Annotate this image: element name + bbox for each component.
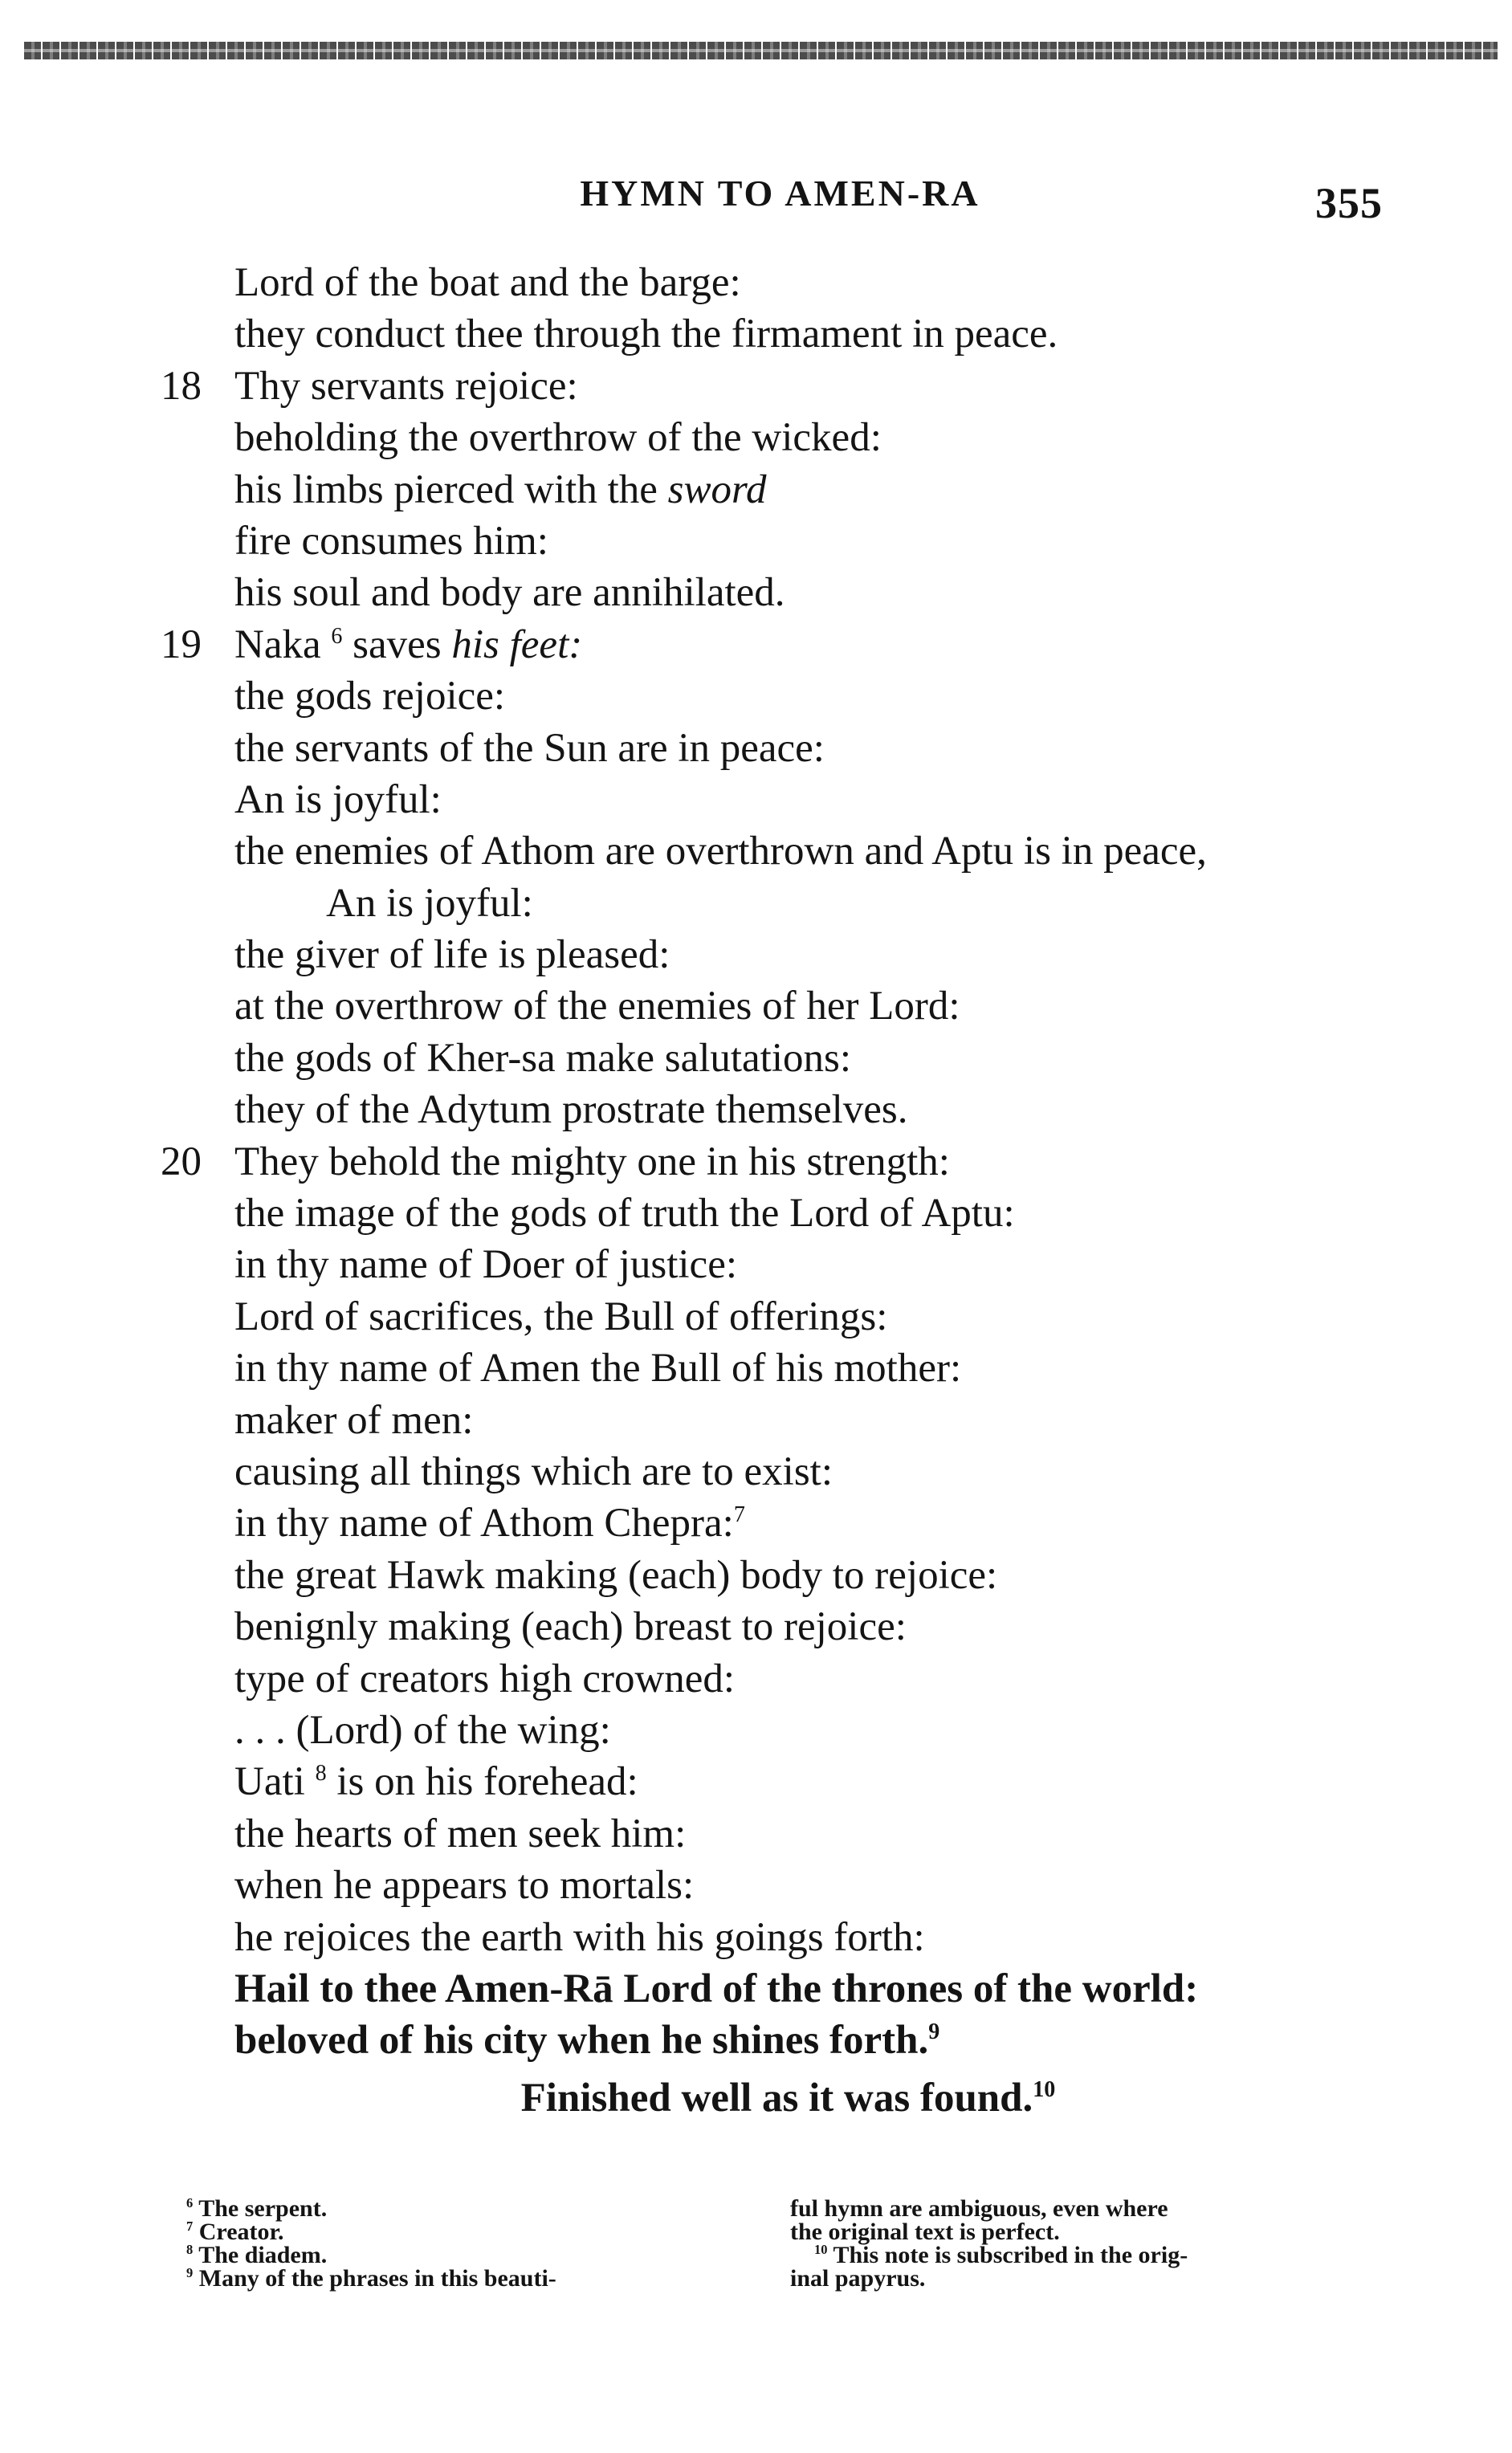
footnote-number: 9 xyxy=(186,2265,194,2280)
verse-line xyxy=(234,723,1487,774)
verse-text: saves xyxy=(342,621,452,667)
hymn-text xyxy=(161,257,1487,2067)
verse-text: Lord of sacrifices, the Bull of offerings: xyxy=(234,1294,888,1339)
finis-text: Finished well as it was found. xyxy=(520,2076,1033,2121)
verse-text: benignly making (each) breast to rejoice: xyxy=(234,1604,907,1650)
verse-text: beloved of his city when he shines forth. xyxy=(234,2018,929,2064)
verse-text: They behold the mighty one in his strength: xyxy=(234,1139,950,1184)
verse-text: the great Hawk making (each) body to rejoice: xyxy=(234,1552,998,1598)
verse-text: . . . (Lord) of the wing: xyxy=(234,1707,611,1753)
verse-line xyxy=(234,515,1487,567)
verse-text: Thy servants rejoice: xyxy=(234,363,578,409)
verse-text: when he appears to mortals: xyxy=(234,1863,695,1909)
verse-line xyxy=(234,412,1487,463)
verse-number: 20 xyxy=(161,1139,202,1184)
footnotes-right-column xyxy=(790,2197,1416,2290)
verse-line xyxy=(234,1860,1487,1911)
verse-text: maker of men: xyxy=(234,1397,474,1443)
footnote-line xyxy=(790,2197,1416,2220)
verse-line xyxy=(234,1084,1487,1135)
verse-line xyxy=(234,1912,1487,1963)
footnote-line xyxy=(790,2243,1416,2267)
verse-line xyxy=(161,619,1487,670)
verse-text: at the overthrow of the enemies of her Lord: xyxy=(234,984,960,1029)
verse-number: 19 xyxy=(161,621,202,667)
footnotes-left-column xyxy=(186,2197,748,2290)
verse-line xyxy=(234,1188,1487,1239)
top-border-rule xyxy=(24,42,1498,59)
verse-line xyxy=(234,1705,1487,1756)
verse-line xyxy=(234,2015,1487,2066)
verse-text: Naka xyxy=(234,621,332,667)
verse-line xyxy=(234,1446,1487,1497)
footnote-line xyxy=(186,2243,748,2267)
verse-line xyxy=(234,464,1487,515)
verse-text: An is joyful: xyxy=(234,776,442,822)
verse-line xyxy=(234,1395,1487,1446)
verse-line xyxy=(234,1601,1487,1652)
verse-line xyxy=(234,825,1487,877)
footnote-number: 10 xyxy=(814,2242,828,2257)
verse-text: he rejoices the earth with his goings forth: xyxy=(234,1914,925,1960)
verse-text: the servants of the Sun are in peace: xyxy=(234,725,825,771)
footnote-text: Creator. xyxy=(198,2219,284,2245)
page-number: 355 xyxy=(1315,179,1383,227)
verse-number: 18 xyxy=(161,363,202,409)
verse-line xyxy=(234,1497,1487,1549)
verse-text: the gods of Kher-sa make salutations: xyxy=(234,1035,852,1081)
verse-line xyxy=(234,1756,1487,1807)
verse-text: fire consumes him: xyxy=(234,518,548,564)
footnote-text: This note is subscribed in the orig- xyxy=(833,2242,1188,2268)
footnote-mark: 6 xyxy=(331,623,343,649)
verse-text: beholding the overthrow of the wicked: xyxy=(234,415,882,461)
verse-line xyxy=(161,1136,1487,1188)
verse-line xyxy=(234,774,1487,825)
verse-line xyxy=(234,257,1487,308)
verse-line xyxy=(234,1033,1487,1084)
footnote-text: The serpent. xyxy=(198,2195,328,2222)
verse-text: his soul and body are annihilated. xyxy=(234,570,785,616)
footnote-line xyxy=(790,2267,1416,2290)
running-title: HYMN TO AMEN-RA xyxy=(580,173,980,214)
verse-text: in thy name of Athom Chepra: xyxy=(234,1501,734,1546)
footnote-text: the original text is perfect. xyxy=(790,2219,1060,2245)
footnote-line xyxy=(186,2197,748,2220)
footnote-mark: 7 xyxy=(733,1502,745,1528)
footnote-number: 7 xyxy=(186,2219,194,2234)
footnote-text: ful hymn are ambiguous, even where xyxy=(790,2195,1168,2222)
verse-line xyxy=(234,1550,1487,1601)
footnote-number: 8 xyxy=(186,2242,194,2257)
finis-line xyxy=(0,2075,1512,2121)
verse-text: Uati xyxy=(234,1759,316,1805)
verse-line xyxy=(234,1963,1487,2015)
verse-text: in thy name of Doer of justice: xyxy=(234,1242,737,1288)
verse-text: Lord of the boat and the barge: xyxy=(234,260,741,305)
verse-line xyxy=(234,1239,1487,1290)
verse-text: is on his forehead: xyxy=(326,1759,638,1805)
finis-note-mark: 10 xyxy=(1033,2077,1056,2102)
verse-line xyxy=(234,878,1487,929)
verse-line xyxy=(234,670,1487,722)
verse-text: the image of the gods of truth the Lord of Aptu: xyxy=(234,1191,1015,1237)
verse-line xyxy=(234,1653,1487,1705)
verse-line xyxy=(234,308,1487,360)
verse-italic: sword xyxy=(667,467,767,512)
footnote-line xyxy=(186,2220,748,2243)
verse-line xyxy=(234,1808,1487,1860)
footnote-text: Many of the phrases in this beauti- xyxy=(198,2265,556,2292)
verse-line xyxy=(234,980,1487,1032)
verse-text: his limbs pierced with the xyxy=(234,467,668,512)
verse-text: type of creators high crowned: xyxy=(234,1656,736,1701)
footnote-number: 6 xyxy=(186,2195,194,2211)
footnote-line xyxy=(790,2220,1416,2243)
footnote-mark: 8 xyxy=(315,1761,327,1787)
verse-text: Hail to thee Amen-Rā Lord of the thrones of the world: xyxy=(234,1966,1199,2011)
verse-text: An is joyful: xyxy=(326,880,533,926)
footnote-text: The diadem. xyxy=(198,2242,328,2268)
footnote-line xyxy=(186,2267,748,2290)
verse-italic: his feet: xyxy=(451,621,583,667)
verse-line xyxy=(234,1291,1487,1343)
verse-text: they conduct thee through the firmament in peace. xyxy=(234,312,1058,357)
verse-text: the enemies of Athom are overthrown and Aptu is in peace, xyxy=(234,829,1207,874)
verse-text: the giver of life is pleased: xyxy=(234,932,670,978)
footnote-mark: 9 xyxy=(928,2019,940,2045)
verse-text: the hearts of men seek him: xyxy=(234,1811,687,1856)
verse-line xyxy=(234,1343,1487,1394)
verse-line xyxy=(234,929,1487,980)
verse-text: they of the Adytum prostrate themselves. xyxy=(234,1087,908,1133)
verse-text: in thy name of Amen the Bull of his mother: xyxy=(234,1346,962,1392)
verse-text: the gods rejoice: xyxy=(234,674,506,719)
verse-line xyxy=(234,567,1487,618)
verse-text: causing all things which are to exist: xyxy=(234,1449,833,1494)
footnote-text: inal papyrus. xyxy=(790,2265,926,2292)
verse-line xyxy=(161,361,1487,412)
